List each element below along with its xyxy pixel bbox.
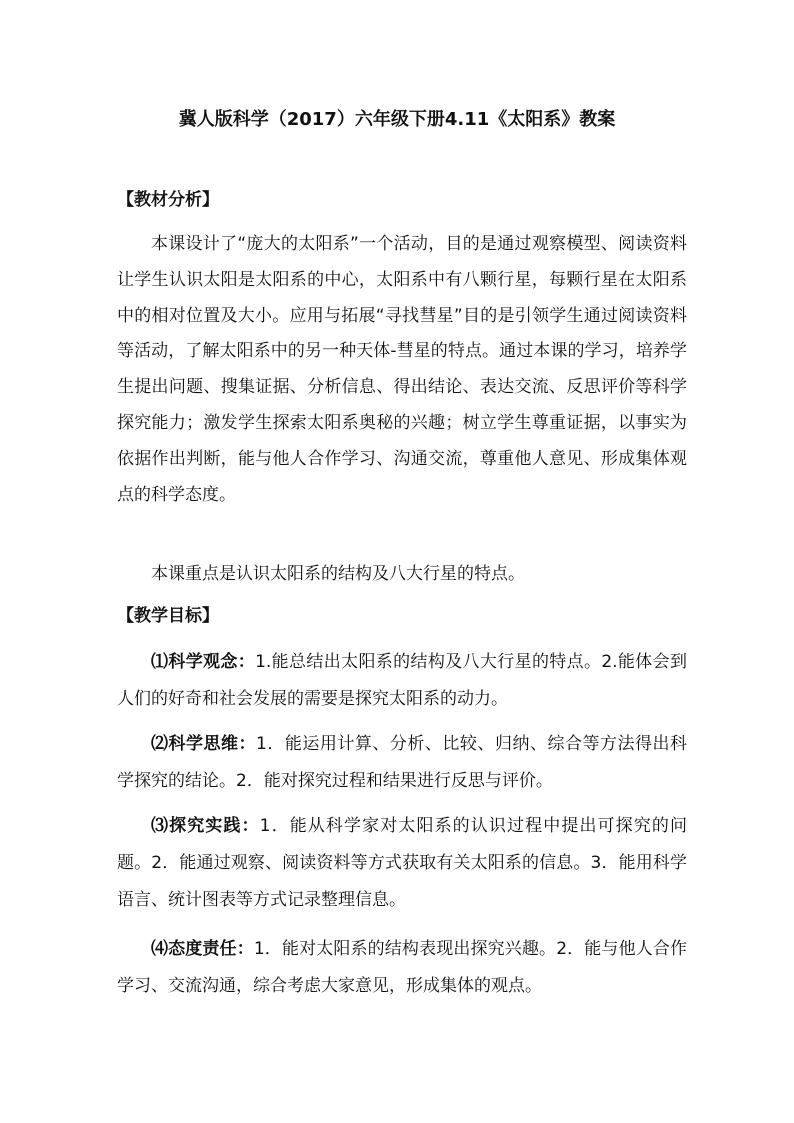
objective-item: [117, 808, 687, 919]
objective-label: ⑷态度责任：: [151, 939, 254, 959]
objective-text: 1．能从科学家对太阳系的认识过程中提出可探究的问题。2．能通过观察、阅读资料等方式获取有关太阳系的信息。3．能用科学语言、统计图表等方式记录整理信息。: [117, 816, 687, 910]
objective-text: 1.能总结出太阳系的结构及八大行星的特点。2.能体会到人们的好奇和社会发展的需要是探究太阳系的动力。: [117, 652, 687, 709]
document-title: 冀人版科学（2017）六年级下册4.11《太阳系》教案: [178, 109, 616, 130]
objective-item: [117, 726, 687, 800]
objective-item: [117, 931, 687, 1005]
objective-item: [117, 644, 687, 718]
objective-text: 1．能对太阳系的结构表现出探究兴趣。2．能与他人合作学习、交流沟通，综合考虑大家意见，形成集体的观点。: [117, 939, 687, 996]
objective-label: ⑵科学思维：: [151, 734, 257, 754]
section-heading-analysis: 【教材分析】: [117, 190, 219, 210]
objective-label: ⑴科学观念：: [151, 652, 256, 672]
objective-label: ⑶探究实践：: [151, 816, 260, 836]
section-heading-objectives: 【教学目标】: [117, 606, 219, 626]
objective-text: 1．能运用计算、分析、比较、归纳、综合等方法得出科学探究的结论。2．能对探究过程和结果进行反思与评价。: [117, 734, 687, 791]
analysis-paragraph: 本课设计了“庞大的太阳系”一个活动，目的是通过观察模型、阅读资料让学生认识太阳是太阳系的中心，太阳系中有八颗行星，每颗行星在太阳系中的相对位置及大小。应用与拓展“寻找彗星”目的是引领学生通过阅读资料等活动，了解太阳系中的另一种天体-彗星的特点。通过本课的学习，培养学生提出问题、搜集证据、分析信息、得出结论、表达交流、反思评价等科学探究能力；激发学生探索太阳系奥秘的兴趣；树立学生尊重证据，以事实为依据作出判断，能与他人合作学习、沟通交流，尊重他人意见、形成集体观点的科学态度。: [117, 234, 687, 505]
key-point-paragraph: 本课重点是认识太阳系的结构及八大行星的特点。: [151, 564, 525, 584]
